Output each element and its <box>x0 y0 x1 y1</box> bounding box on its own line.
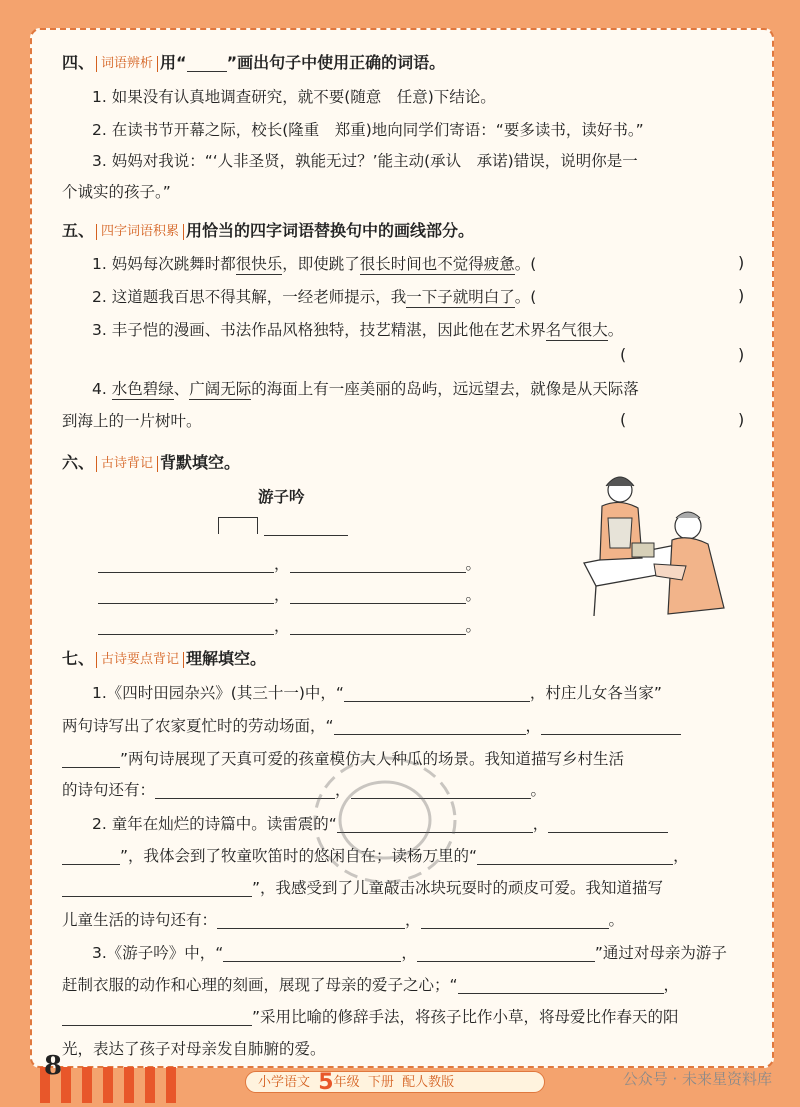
answer-paren-close: ) <box>738 410 745 429</box>
section-6-header: 六、 古诗背记 背默填空。 <box>62 453 241 472</box>
s4-question-1: 1. 如果没有认真地调查研究，就不要(随意 任意)下结论。 <box>92 88 496 106</box>
s7-q3-line-1: 3.《游子吟》中，“ ， ”通过对母亲为游子 <box>92 944 727 962</box>
poem-line-2: ， 。 <box>98 584 481 606</box>
s5-question-3: 3. 丰子恺的漫画、书法作品风格独特，技艺精湛，因此他在艺术界名气很大。 <box>92 321 624 339</box>
mother-sewing-illustration <box>576 468 748 618</box>
s5-question-4-cont: 到海上的一片树叶。 <box>62 412 202 430</box>
answer-paren-close: ) <box>738 286 745 305</box>
s5-question-2: 2. 这道题我百思不得其解，一经老师提示，我一下子就明白了。( <box>92 288 537 306</box>
poem-line-3: ， 。 <box>98 615 481 637</box>
s4-question-2: 2. 在读书节开幕之际，校长(隆重 郑重)地向同学们寄语：“要多读书，读好书。” <box>92 121 644 139</box>
s4-question-3: 3. 妈妈对我说：“‘人非圣贤，孰能无过？’能主动(承认 承诺)错误，说明你是一 <box>92 152 638 170</box>
stamp-watermark <box>300 740 470 900</box>
page-number: 8 <box>44 1051 63 1081</box>
watermark-text: 公众号 · 未来星资料库 <box>622 1070 772 1088</box>
section-tag: 词语辨析 <box>96 56 158 72</box>
answer-blank <box>187 53 227 72</box>
answer-paren-close: ) <box>738 253 745 272</box>
s7-q1-line-1: 1.《四时田园杂兴》(其三十一)中，“ ，村庄儿女各当家” <box>92 684 662 702</box>
poem-line-1: ， 。 <box>98 553 481 575</box>
answer-paren-open: ( <box>620 345 627 364</box>
s7-q2-line-4: 儿童生活的诗句还有： ， 。 <box>62 911 625 929</box>
section-tag: 古诗背记 <box>96 456 158 472</box>
author-blank <box>218 516 348 538</box>
s5-question-1: 1. 妈妈每次跳舞时都很快乐，即使跳了很长时间也不觉得疲惫。( <box>92 255 537 273</box>
answer-paren-close: ) <box>738 345 745 364</box>
s7-q3-line-4: 光，表达了孩子对母亲发自肺腑的爱。 <box>62 1040 326 1058</box>
section-5-header: 五、 四字词语积累 用恰当的四字词语替换句中的画线部分。 <box>62 221 475 240</box>
s7-q2-line-2: ”，我体会到了牧童吹笛时的悠闲自在；读杨万里的“ ， <box>62 845 689 867</box>
section-7-header: 七、 古诗要点背记 理解填空。 <box>62 649 267 668</box>
section-4-header: 四、 词语辨析 用“ ”画出句子中使用正确的词语。 <box>62 53 446 72</box>
s5-question-4: 4. 水色碧绿、广阔无际的海面上有一座美丽的岛屿，远远望去，就像是从天际落 <box>92 380 639 398</box>
section-tag: 四字词语积累 <box>96 224 184 240</box>
author-line <box>264 517 348 536</box>
section-tag: 古诗要点背记 <box>96 652 184 668</box>
s7-q1-line-3: ”两句诗展现了天真可爱的孩童模仿大人种瓜的场景。我知道描写乡村生活 <box>62 748 624 770</box>
s7-q3-line-2: 赶制衣服的动作和心理的刻画，展现了母亲的爱子之心；“ ， <box>62 976 680 994</box>
s4-question-3-cont: 个诚实的孩子。” <box>62 183 171 201</box>
s7-q2-line-1: 2. 童年在灿烂的诗篇中。读雷震的“ ， <box>92 813 668 835</box>
footer-banner: 小学语文 5年级 下册 配人教版 <box>245 1071 545 1093</box>
s7-q2-line-3: ”，我感受到了儿童敲击冰块玩耍时的顽皮可爱。我知道描写 <box>62 877 663 899</box>
dynasty-box <box>218 517 258 534</box>
answer-paren-open: ( <box>620 410 627 429</box>
s7-q1-line-4: 的诗句还有： ， 。 <box>62 781 547 799</box>
s7-q1-line-2: 两句诗写出了农家夏忙时的劳动场面，“ ， <box>62 715 681 737</box>
poem-title: 游子吟 <box>258 488 305 506</box>
s7-q3-line-3: ”采用比喻的修辞手法，将孩子比作小草，将母爱比作春天的阳 <box>62 1006 679 1028</box>
